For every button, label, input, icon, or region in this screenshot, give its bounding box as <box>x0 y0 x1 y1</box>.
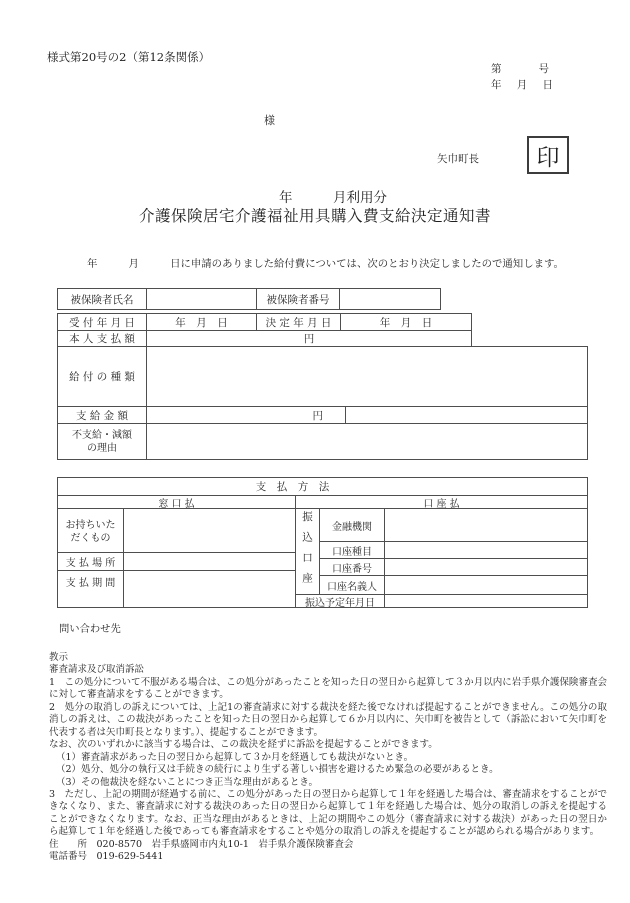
bank-label: 金融機関 <box>319 508 385 542</box>
doc-number <box>491 61 549 76</box>
notice-item-2: 2 処分の取消しの訴えについては、上記1の審査請求に対する裁決を経た後でなければ提起することができません。この処分の取消しの訴えは、この裁決があったことを知った日の翌日から起算して６か月以内に、矢巾町を被告として（訴訟において矢巾町を代表する者は矢巾町長となります。）、提起することができます。 <box>49 701 607 738</box>
benefit-type-value-cell <box>146 346 588 407</box>
issuer-name: 矢巾町長 <box>437 153 479 165</box>
denial-reason-label-line1: 不支給・減額 <box>72 429 132 441</box>
notice-subitem-1: （1）審査請求があった日の翌日から起算して３か月を経過しても裁決がないとき。 <box>56 751 414 763</box>
bank-value-cell <box>384 508 588 542</box>
notice-phone: 電話番号 019-629-5441 <box>49 851 164 863</box>
self-payment-value-cell: 円 <box>146 330 472 347</box>
transfer-date-label: 振込予定年月日 <box>295 594 385 608</box>
notice-subitem-3: （3）その他裁決を経ないことにつき正当な理由があるとき。 <box>56 776 318 788</box>
payment-method-title: 支 払 方 法 <box>57 477 588 496</box>
bring-items-value-cell <box>123 508 296 553</box>
insured-number-label: 被保険者番号 <box>256 288 340 310</box>
account-holder-label: 口座名義人 <box>319 575 385 595</box>
issue-date-day: 日 <box>542 79 553 91</box>
decision-date-label: 決 定 年 月 日 <box>256 313 341 331</box>
issue-date-month: 月 <box>516 79 528 91</box>
transfer-account-vertical-text: 振込口座 <box>301 510 313 593</box>
bring-items-label-line2: だくもの <box>70 533 111 544</box>
self-payment-label: 本 人 支 払 額 <box>57 330 147 347</box>
payment-place-label: 支 払 場 所 <box>57 552 124 571</box>
bring-items-label-line1: お持ちいた <box>65 520 116 531</box>
issue-date-year: 年 <box>491 79 502 91</box>
payment-period-label: 支 払 期 間 <box>57 570 124 608</box>
addressee-honorific: 様 <box>264 114 275 127</box>
legal-notice <box>49 652 607 864</box>
issue-date <box>491 77 553 92</box>
notice-item-1: 1 この処分について不服がある場合は、この処分があったことを知った日の翌日から起算して３か月以内に岩手県介護保険審査会に対して審査請求をすることができます。 <box>49 676 607 701</box>
form-code: 様式第20号の2（第12条関係） <box>47 50 211 64</box>
insured-name-value-cell <box>146 288 257 310</box>
notice-subitem-2: （2）処分、処分の執行又は手続きの続行により生ずる著しい損害を避けるため緊急の必要があるとき。 <box>56 764 499 776</box>
payment-amount-label: 支 給 金 額 <box>57 406 147 424</box>
notice-item-3: 3 ただし、上記の期間が経過する前に、この処分があった日の翌日から起算して１年を経過した場合は、審査請求をすることができなくなり、また、審査請求に対する裁決のあった日の翌日から起算して１年を経過した場合は、処分の取消しの訴えを提起することができなくなります。なお、正当な理由があるときは、上記の期間やこの処分（審査請求に対する裁決）があった日の翌日から起算して１年を経過した後であっても審査請求をすることや処分の取消しの訴えを提起することが認められる場合があります。 <box>49 788 607 838</box>
notice-subheading: 審査請求及び取消訴訟 <box>49 664 145 676</box>
benefit-type-label: 給 付 の 種 類 <box>57 346 147 407</box>
account-type-value-cell <box>384 541 588 559</box>
payment-amount-value-cell: 円 <box>146 406 346 424</box>
account-number-label: 口座番号 <box>319 558 385 576</box>
insured-name-label: 被保険者氏名 <box>57 288 147 310</box>
notice-address: 住 所 020-8570 岩手県盛岡市内丸10-1 岩手県介護保険審査会 <box>49 838 354 850</box>
payment-place-value-cell <box>123 552 296 571</box>
denial-reason-label-line2: の理由 <box>87 442 117 454</box>
account-holder-value-cell <box>384 575 588 595</box>
payment-amount-extra-cell <box>345 406 588 424</box>
transfer-date-value-cell <box>384 594 588 608</box>
intro-text: 年 月 日に申請のありました給付費については、次のとおり決定しましたので通知します。 <box>87 258 564 270</box>
window-payment-header: 窓 口 払 <box>57 495 296 509</box>
contact-label: 問い合わせ先 <box>59 623 121 635</box>
notice-item-2-note: なお、次のいずれかに該当する場合は、この裁決を経ずに訴訟を提起することができます。 <box>49 739 438 751</box>
seal-box <box>527 136 569 174</box>
title-period-line: 年 月利用分 <box>279 190 387 206</box>
reception-date-label: 受 付 年 月 日 <box>57 313 147 331</box>
notice-heading: 教示 <box>49 652 69 663</box>
account-type-label: 口座種目 <box>319 541 385 559</box>
bring-items-label <box>57 508 124 553</box>
doc-number-prefix: 第 <box>491 63 502 75</box>
insured-number-value-cell <box>339 288 441 310</box>
denial-reason-value-cell <box>146 423 588 460</box>
doc-number-suffix: 号 <box>538 63 549 75</box>
page-title: 介護保険居宅介護福祉用具購入費支給決定通知書 <box>138 207 491 225</box>
account-payment-header: 口 座 払 <box>295 495 588 509</box>
decision-date-value-cell: 年 月 日 <box>340 313 472 331</box>
reception-date-value-cell: 年 月 日 <box>146 313 257 331</box>
transfer-account-vertical-label <box>295 508 320 595</box>
seal-character: 印 <box>536 144 560 171</box>
denial-reason-label <box>57 423 147 460</box>
payment-period-value-cell <box>123 570 296 608</box>
account-number-value-cell <box>384 558 588 576</box>
